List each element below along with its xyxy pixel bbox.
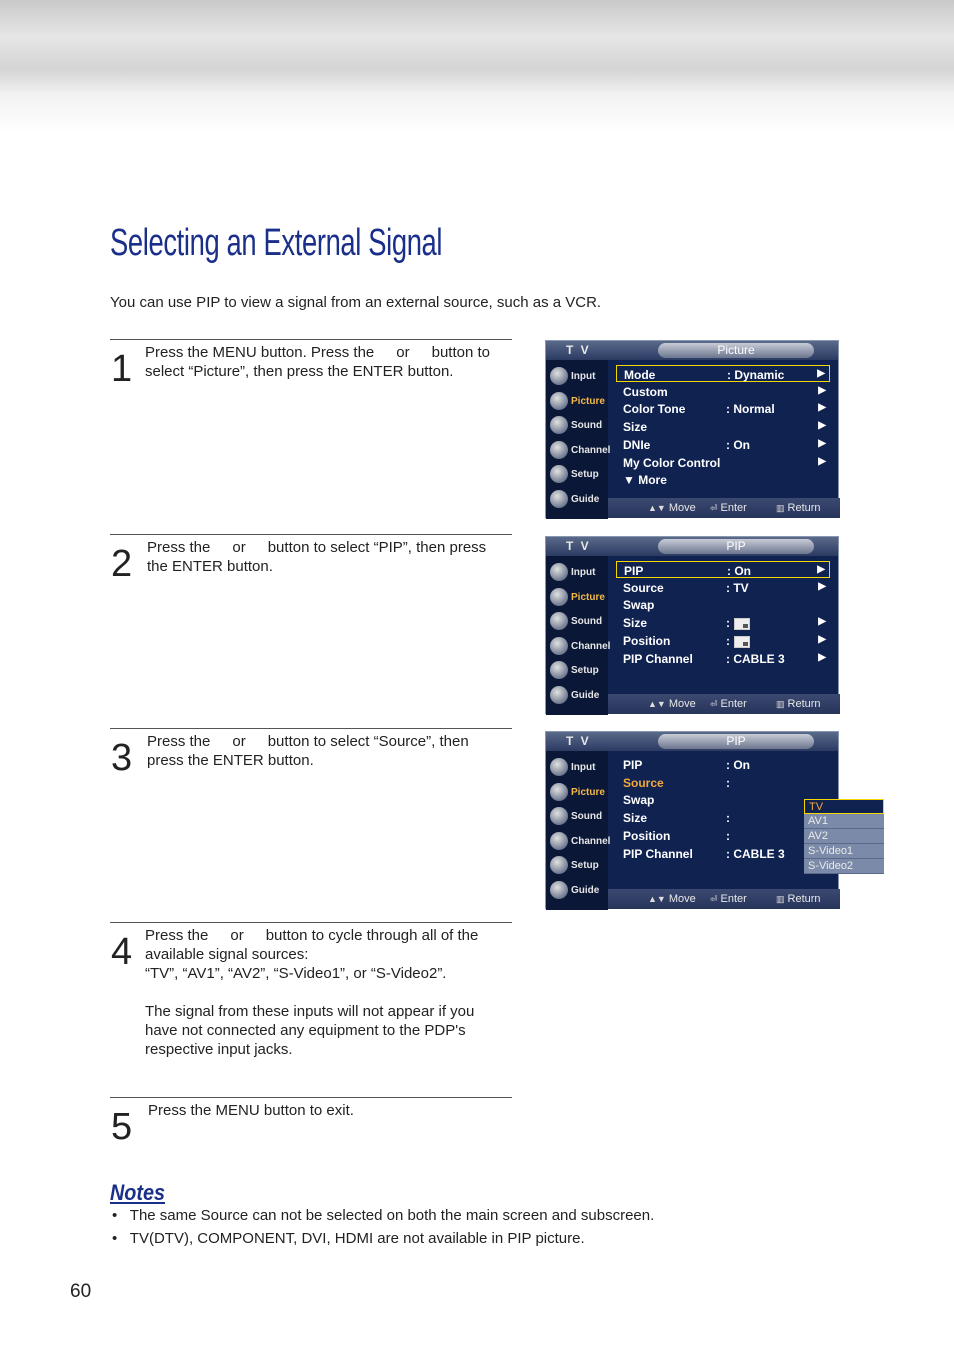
osd-footer-item	[776, 893, 821, 905]
osd-menu-label: Color Tone	[623, 402, 686, 417]
osd-menu-item[interactable]	[616, 383, 830, 400]
step-divider	[110, 339, 512, 340]
osd-footer-item	[710, 502, 747, 514]
osd-sidebar-item[interactable]	[549, 831, 611, 852]
header-band	[0, 0, 954, 92]
osd-menu-item[interactable]	[616, 471, 830, 488]
pip-size-icon	[734, 618, 750, 630]
osd-menu-value: : Dynamic	[727, 368, 785, 382]
page-number: 60	[70, 1281, 92, 1302]
step-number: 1	[111, 348, 133, 390]
osd-sidebar-item[interactable]	[549, 806, 605, 827]
osd-menu-value: : CABLE 3	[726, 846, 785, 861]
osd-sidebar-label: Setup	[571, 469, 599, 480]
osd-footer-item	[648, 698, 696, 710]
osd-sidebar-item[interactable]	[549, 562, 605, 583]
osd-sidebar-label: Setup	[571, 860, 599, 871]
source-dropdown[interactable]	[804, 799, 884, 874]
step-divider	[110, 922, 512, 923]
move-icon: ▲▼	[648, 503, 666, 513]
osd-sidebar-item[interactable]	[549, 685, 605, 706]
osd-menu-body	[616, 561, 836, 697]
osd-menu-value: :	[726, 811, 730, 826]
osd-menu-item[interactable]	[616, 827, 830, 844]
sound-icon	[550, 612, 568, 630]
page-title: Selecting an External Signal	[110, 222, 443, 264]
osd-sidebar-item[interactable]	[549, 464, 605, 485]
osd-menu-value: : On	[726, 437, 750, 452]
arrow-right-icon: ▶	[818, 384, 826, 396]
osd-footer-label: Move	[668, 502, 696, 514]
osd-menu-label: Size	[623, 420, 648, 435]
osd-header	[546, 341, 838, 360]
osd-menu-value: : On	[727, 564, 751, 578]
osd-menu-label: PIP	[624, 564, 644, 578]
osd-footer-item	[776, 698, 821, 710]
osd-sidebar-label: Sound	[571, 420, 603, 431]
osd-sidebar-item[interactable]	[549, 782, 605, 803]
osd-menu-title: PIP	[658, 734, 814, 749]
pip-position-icon	[734, 636, 750, 648]
guide-icon	[550, 686, 568, 704]
osd-footer-label: Return	[787, 698, 821, 710]
osd-header	[546, 732, 838, 751]
osd-menu-item[interactable]	[616, 774, 830, 791]
osd-sidebar-item[interactable]	[549, 611, 605, 632]
osd-menu-label: Swap	[623, 793, 655, 808]
osd-sidebar-label: Channel	[571, 835, 611, 847]
osd-sidebar-item[interactable]	[549, 660, 605, 681]
osd-sidebar-label: Sound	[571, 616, 603, 627]
picture-icon	[550, 588, 568, 606]
osd-footer-label: Enter	[720, 893, 747, 905]
input-icon	[550, 563, 568, 581]
osd-sidebar-label: Picture	[571, 591, 605, 603]
osd-menu-item[interactable]	[616, 632, 830, 649]
osd-sidebar-item[interactable]	[549, 587, 605, 608]
osd-sidebar-item[interactable]	[549, 489, 605, 510]
sound-icon	[550, 807, 568, 825]
header-fade	[0, 92, 954, 132]
osd-sidebar-label: Input	[571, 371, 596, 382]
arrow-right-icon: ▶	[818, 455, 826, 467]
osd-footer-item	[776, 502, 821, 514]
osd-menu-item[interactable]	[616, 614, 830, 631]
step-divider	[110, 728, 512, 729]
osd-footer-label: Move	[668, 698, 696, 710]
osd-sidebar-item[interactable]	[549, 880, 605, 901]
osd-sidebar-label: Channel	[571, 444, 611, 456]
note-item: • TV(DTV), COMPONENT, DVI, HDMI are not available in PIP picture.	[112, 1230, 585, 1247]
osd-sidebar-label: Guide	[571, 884, 600, 896]
step-divider	[110, 1097, 512, 1098]
step-number: 4	[111, 931, 133, 973]
osd-footer-item	[710, 893, 747, 905]
osd-menu-label: My Color Control	[623, 455, 721, 470]
osd-sidebar-item[interactable]	[549, 855, 605, 876]
osd-sidebar-item[interactable]	[549, 366, 605, 387]
osd-menu-label: DNIe	[623, 437, 651, 452]
osd-screen	[545, 731, 854, 909]
osd-menu-title: PIP	[658, 539, 814, 554]
osd-footer-item	[648, 893, 696, 905]
channel-icon	[550, 441, 568, 459]
osd-footer-label: Enter	[720, 698, 747, 710]
osd-menu-label: Custom	[623, 384, 668, 399]
move-icon: ▲▼	[648, 894, 666, 904]
setup-icon	[550, 465, 568, 483]
setup-icon	[550, 661, 568, 679]
guide-icon	[550, 881, 568, 899]
osd-menu-label: PIP Channel	[623, 651, 693, 666]
osd-menu-value: :	[726, 634, 750, 648]
source-option[interactable]: S-Video2	[804, 859, 884, 874]
osd-sidebar-label: Guide	[571, 493, 600, 505]
picture-icon	[550, 783, 568, 801]
step-number: 3	[111, 737, 133, 779]
arrow-right-icon: ▶	[818, 651, 826, 663]
osd-footer-item	[648, 502, 696, 514]
step-2-text: Press the or button to select “PIP”, then press the ENTER button.	[147, 539, 487, 575]
osd-menu-item[interactable]	[616, 436, 830, 453]
osd-menu-item[interactable]	[616, 791, 830, 808]
osd-sidebar-label: Channel	[571, 640, 611, 652]
step-5-text: Press the MENU button to exit.	[148, 1102, 354, 1119]
osd-footer	[608, 694, 840, 714]
osd-menu-title: Picture	[658, 343, 814, 358]
osd-menu-item[interactable]	[616, 596, 830, 613]
return-icon: ▥	[776, 894, 785, 904]
sound-icon	[550, 416, 568, 434]
picture-icon	[550, 392, 568, 410]
osd-sidebar-label: Picture	[571, 395, 605, 407]
enter-icon: ⏎	[710, 894, 718, 904]
source-option[interactable]: AV1	[804, 814, 884, 829]
osd-sidebar	[546, 360, 611, 519]
osd-menu-value: :	[726, 616, 750, 630]
guide-icon	[550, 490, 568, 508]
osd-sidebar	[546, 751, 611, 910]
step-3-text: Press the or button to select “Source”, then press the ENTER button.	[147, 733, 469, 769]
osd-sidebar-item[interactable]	[549, 440, 611, 461]
osd-menu-label: ▼ More	[623, 473, 667, 488]
step-1-text: Press the MENU button. Press the or button to select “Picture”, then press the ENTER button.	[145, 344, 490, 380]
osd-sidebar-label: Input	[571, 762, 596, 773]
arrow-right-icon: ▶	[818, 580, 826, 592]
osd-menu-value: : Normal	[726, 402, 775, 417]
osd-menu-item[interactable]	[616, 454, 830, 471]
osd-menu-label: Mode	[624, 368, 656, 382]
arrow-right-icon: ▶	[817, 368, 825, 379]
osd-menu-value: :	[726, 828, 730, 843]
notes-heading: Notes	[110, 1180, 166, 1205]
osd-menu-label: PIP	[623, 758, 643, 772]
osd-sidebar-label: Input	[571, 567, 596, 578]
osd-menu-item[interactable]	[616, 756, 830, 773]
osd-sidebar-item[interactable]	[549, 415, 605, 436]
osd-sidebar-label: Sound	[571, 811, 603, 822]
osd-footer-label: Return	[787, 893, 821, 905]
osd-footer-item	[710, 698, 747, 710]
osd-sidebar-item[interactable]	[549, 636, 611, 657]
arrow-right-icon: ▶	[818, 402, 826, 414]
osd-menu-item[interactable]	[616, 579, 830, 596]
osd-footer-label: Move	[668, 893, 696, 905]
source-option[interactable]: TV	[804, 799, 884, 814]
source-option[interactable]: AV2	[804, 829, 884, 844]
arrow-right-icon: ▶	[818, 616, 826, 628]
arrow-right-icon: ▶	[818, 437, 826, 449]
osd-footer-label: Enter	[720, 502, 747, 514]
osd-screen	[545, 536, 839, 714]
osd-sidebar	[546, 556, 611, 715]
osd-menu-label: PIP Channel	[623, 846, 693, 861]
osd-header	[546, 537, 838, 556]
osd-menu-item[interactable]	[616, 418, 830, 435]
osd-menu-label: Source	[623, 580, 664, 595]
osd-footer-label: Return	[787, 502, 821, 514]
osd-menu-body	[616, 365, 836, 501]
osd-menu-label: Size	[623, 616, 648, 631]
return-icon: ▥	[776, 503, 785, 513]
osd-sidebar-label: Picture	[571, 786, 605, 798]
enter-icon: ⏎	[710, 699, 718, 709]
osd-sidebar-label: Setup	[571, 665, 599, 676]
osd-menu-item[interactable]	[616, 650, 830, 667]
step-number: 5	[111, 1106, 133, 1148]
osd-footer	[608, 498, 840, 518]
source-option[interactable]: S-Video1	[804, 844, 884, 859]
step-4-text: Press the or button to cycle through all of the available signal sources: “TV”, “AV1”, “AV2”, “S-Video1”, or “S-Video2”. The signal from these inputs will not appear if you have not connected any equipment to the PDP's respective input jacks.	[145, 927, 479, 1058]
osd-menu-value: :	[726, 775, 730, 790]
intro-text: You can use PIP to view a signal from an external source, such as a VCR.	[110, 294, 602, 311]
osd-menu-value: : On	[726, 758, 750, 772]
channel-icon	[550, 832, 568, 850]
osd-menu-label: Position	[623, 828, 671, 843]
osd-menu-item[interactable]	[616, 845, 830, 862]
setup-icon	[550, 856, 568, 874]
osd-mode-label: T V	[566, 343, 591, 357]
osd-mode-label: T V	[566, 539, 591, 553]
step-number: 2	[111, 543, 133, 585]
osd-sidebar-item[interactable]	[549, 391, 605, 412]
osd-menu-value: : TV	[726, 580, 749, 595]
note-item: • The same Source can not be selected on both the main screen and subscreen.	[112, 1207, 655, 1224]
arrow-right-icon: ▶	[818, 633, 826, 645]
osd-menu-label: Swap	[623, 598, 655, 613]
osd-screen	[545, 340, 839, 518]
osd-menu-body	[616, 756, 854, 892]
enter-icon: ⏎	[710, 503, 718, 513]
osd-footer	[608, 889, 840, 909]
osd-sidebar-label: Guide	[571, 689, 600, 701]
arrow-right-icon: ▶	[817, 564, 825, 575]
osd-menu-label: Source	[623, 775, 664, 790]
move-icon: ▲▼	[648, 699, 666, 709]
step-divider	[110, 534, 512, 535]
osd-menu-item[interactable]	[616, 809, 830, 826]
osd-menu-item[interactable]	[616, 561, 830, 578]
arrow-right-icon: ▶	[818, 420, 826, 432]
osd-mode-label: T V	[566, 734, 591, 748]
osd-menu-label: Position	[623, 633, 671, 648]
input-icon	[550, 758, 568, 776]
osd-sidebar-item[interactable]	[549, 757, 605, 778]
input-icon	[550, 367, 568, 385]
osd-menu-label: Size	[623, 811, 648, 826]
osd-menu-item[interactable]	[616, 365, 830, 382]
return-icon: ▥	[776, 699, 785, 709]
osd-menu-item[interactable]	[616, 400, 830, 417]
channel-icon	[550, 637, 568, 655]
osd-menu-value: : CABLE 3	[726, 651, 785, 666]
